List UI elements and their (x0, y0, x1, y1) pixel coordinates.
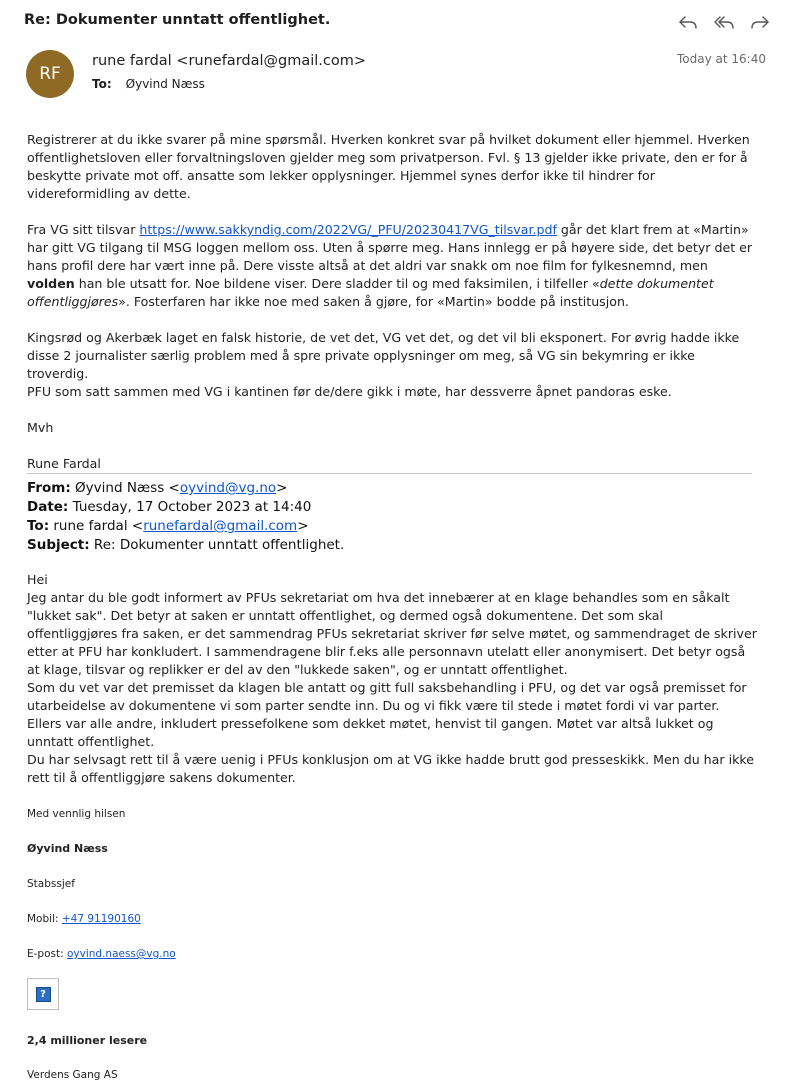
sender-address[interactable]: rune fardal <runefardal@gmail.com> (92, 53, 367, 69)
p2-text-a: Fra VG sitt tilsvar (27, 222, 140, 237)
sig-email-link[interactable]: oyvind.naess@vg.no (66, 948, 176, 960)
message-actions (678, 12, 770, 32)
quoted-paragraph-3: Du har selvsagt rett til å være uenig i PFUs konklusjon om at VG ikke hadde brutt god presseskikk. Men du har ikke rett til å offentliggjøre sakens dokumenter. (27, 752, 754, 785)
reply-button[interactable] (678, 12, 698, 32)
p2-text-b: går det klart frem at «Martin» har gitt VG tilgang til MSG loggen mellom oss. Uten å spørre meg. Hans innlegg er på høyere side, det betyr det er hans profil dere har vært inne på. Dere visste altså at det aldri var snakk om noe film for fylkesnemnd, men (27, 222, 753, 273)
p3-text-b: PFU som satt sammen med VG i kantinen før de/dere gikk i møte, har dessverre åpnet pandoras eske. (27, 384, 672, 399)
quoted-to-label: To: (27, 518, 50, 534)
avatar: RF (26, 50, 74, 98)
quoted-header (27, 479, 757, 555)
to-end: > (297, 518, 309, 534)
email-label: E-post: (27, 948, 67, 960)
to-email-link[interactable]: runefardal@gmail.com (143, 518, 298, 534)
reply-icon (678, 13, 698, 31)
p2-text-d: ». Fosterfaren har ikke noe med saken å gjøre, for «Martin» bodde på institusjon. (118, 294, 629, 309)
sig-greeting: Med vennlig hilsen (27, 808, 126, 820)
quoted-body (27, 571, 757, 787)
quoted-subject-row (27, 536, 757, 555)
timestamp: Today at 16:40 (677, 52, 766, 66)
forward-button[interactable] (750, 12, 770, 32)
mobile-label: Mobil: (27, 913, 62, 925)
p2-bold-text: volden (27, 276, 75, 291)
from-name: Øyvind Næss < (70, 480, 180, 496)
subject-value: Re: Dokumenter unntatt offentlighet. (89, 537, 345, 553)
p2-text-c: han ble utsatt for. Noe bildene viser. Dere sladder til og med faksimilen, i tilfeller « (74, 276, 600, 291)
quoted-date-row (27, 498, 757, 517)
from-end: > (276, 480, 288, 496)
reply-all-icon (714, 13, 734, 31)
sig-mobile-row (27, 913, 141, 925)
signature-name: Rune Fardal (27, 456, 101, 471)
quoted-paragraph-2: Som du vet var det premisset da klagen ble antatt og gitt full saksbehandling i PFU, og det var også premisset for utarbeidelse av dokumentene vi som parter sendte inn. Du og vi fikk være til stede i møtet fordi vi var parter. Ellers var alle andre, inkludert pressefolkene som dekket møtet, henvist til gangen. Møtet var altså lukket og unntatt offentlighet. (27, 680, 747, 749)
recipient-name[interactable]: Øyvind Næss (125, 77, 205, 91)
sig-company: Verdens Gang AS (27, 1069, 118, 1081)
quoted-paragraph-1: Jeg antar du ble godt informert av PFUs sekretariat om hva det innebærer at en klage behandles som en såkalt "lukket sak". Det betyr at saken er unntatt offentlighet, og dermed også dokumentene. Det som skal offentliggjøres fra saken, er det sammendrag PFUs sekretariat skriver før selve møtet, og sammendraget de skriver etter at PFU har konkludert. I sammendragene blir f.eks alle personnavn utelatt eller anonymisert. Det betyr også at klage, tilsvar og replikker er del av den "lukkede saken", og er unntatt offentlighet. (27, 590, 757, 677)
to-label: To: (92, 77, 112, 91)
sig-title: Stabssjef (27, 878, 75, 890)
sig-name: Øyvind Næss (27, 842, 108, 855)
date-value: Tuesday, 17 October 2023 at 14:40 (68, 499, 312, 515)
recipient-row (92, 77, 205, 91)
mobile-link[interactable]: +47 91190160 (61, 913, 141, 925)
quoted-to-name: rune fardal < (49, 518, 144, 534)
forward-icon (750, 13, 770, 31)
closing: Mvh (27, 420, 54, 435)
email-subject: Re: Dokumenter unntatt offentlighet. (24, 12, 331, 28)
tilsvar-link[interactable]: https://www.sakkyndig.com/2022VG/_PFU/20230417VG_tilsvar.pdf (139, 222, 557, 237)
missing-image[interactable] (27, 978, 59, 1010)
date-label: Date: (27, 499, 69, 515)
body-paragraph-3 (27, 329, 757, 401)
sig-email-row (27, 948, 176, 960)
body-paragraph-2 (27, 221, 757, 311)
subject-label: Subject: (27, 537, 90, 553)
reply-all-button[interactable] (714, 12, 734, 32)
sig-readers: 2,4 millioner lesere (27, 1034, 148, 1047)
from-label: From: (27, 480, 71, 496)
quoted-greeting: Hei (27, 572, 48, 587)
body-paragraph-1: Registrerer at du ikke svarer på mine spørsmål. Hverken konkret svar på hvilket dokument eller hjemmel. Hverken offentlighetsloven eller forvaltningsloven gjelder meg som privatperson. Fvl. § 13 gjelder ikke private, den er for å beskytte private mot off. ansatte som lekker opplysninger. Hjemmel synes derfor ikke til hindrer for videreformidling av dette. (27, 132, 750, 201)
quoted-to-row (27, 517, 757, 536)
p2-italic-text: dette dokumentet offentliggjøres (27, 276, 714, 309)
message-body (27, 131, 757, 491)
quoted-from-row (27, 479, 757, 498)
p3-text-a: Kingsrød og Akerbæk laget en falsk historie, de vet det, VG vet det, og det vil bli eksponert. For øvrig hadde ikke disse 2 journalister særlig problem med å spre private opplysninger om meg, så VG sin bekymring er ikke troverdig. (27, 330, 740, 381)
from-email-link[interactable]: oyvind@vg.no (179, 480, 277, 496)
quote-divider (27, 473, 752, 474)
missing-image-icon: ? (36, 987, 51, 1002)
